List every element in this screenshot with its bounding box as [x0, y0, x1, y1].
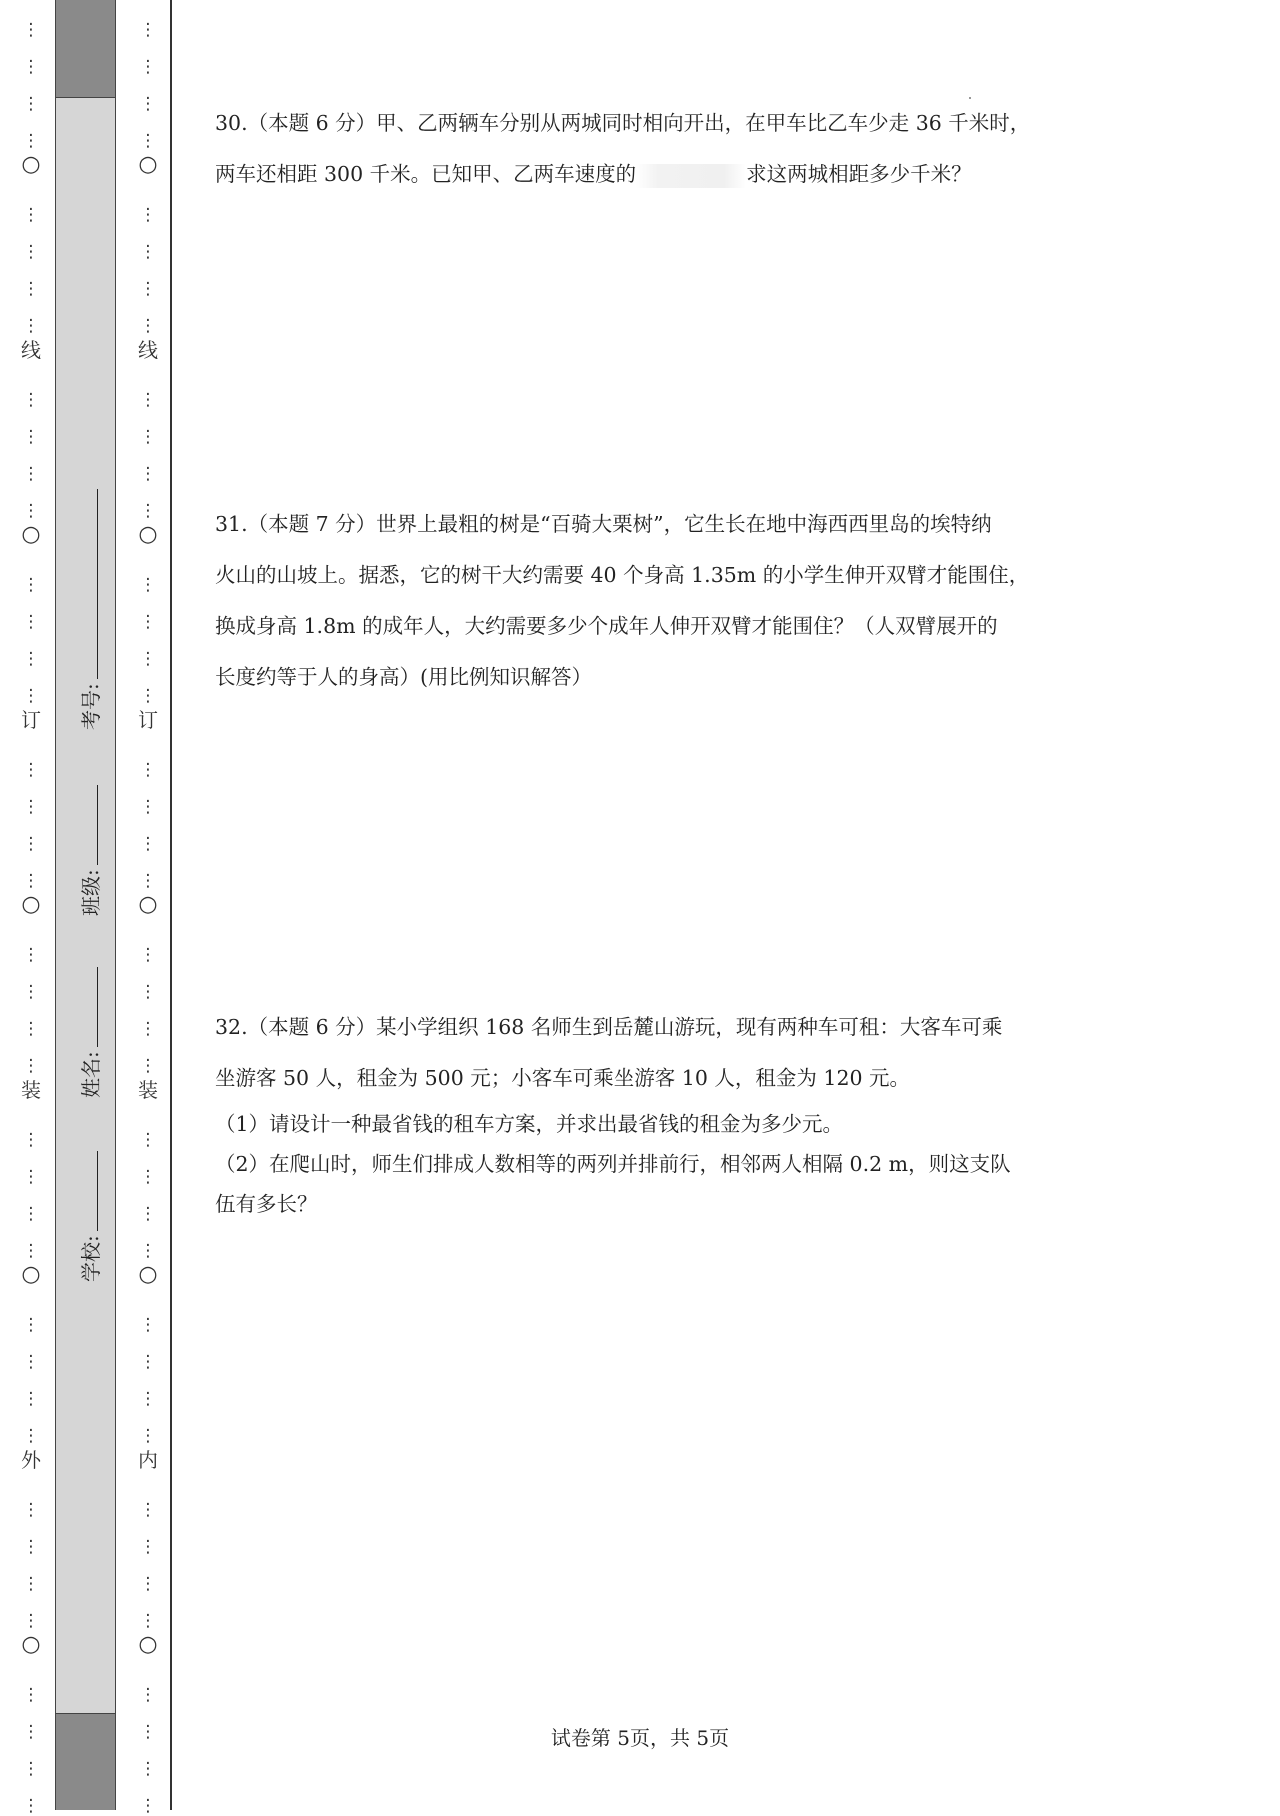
band-dark-top	[56, 0, 115, 98]
question-31-line-2: 火山的山坡上。据悉，它的树干大约需要 40 个身高 1.35m 的小学生伸开双臂才能围住，	[215, 563, 1030, 587]
inner-dot	[135, 1315, 161, 1335]
outer-dot	[18, 94, 44, 114]
outer-dot	[18, 1019, 44, 1039]
name-blank	[79, 967, 98, 1047]
question-31	[215, 499, 1075, 703]
footer-page: 试卷第 5页，	[550, 1726, 670, 1750]
outer-dot	[18, 1130, 44, 1150]
inner-dot	[135, 1241, 161, 1261]
outer-marker-char: 线	[21, 338, 41, 362]
inner-dot	[135, 131, 161, 151]
question-30-line-1: 30.（本题 6 分）甲、乙两辆车分别从两城同时相向开出，在甲车比乙车少走 36 千米时，	[215, 111, 1031, 135]
inner-dot	[135, 1426, 161, 1446]
outer-dot	[18, 686, 44, 706]
school-label: 学校:	[79, 1235, 103, 1282]
outer-circle-marker: ○	[21, 152, 41, 177]
outer-dot	[18, 1315, 44, 1335]
outer-circle-marker: ○	[21, 892, 41, 917]
inner-dot	[135, 1685, 161, 1705]
name-label: 姓名:	[79, 1051, 103, 1098]
inner-dot	[135, 1056, 161, 1076]
question-31-line-1: 31.（本题 7 分）世界上最粗的树是“百骑大栗树”，它生长在地中海西西里岛的埃特纳	[215, 512, 992, 536]
inner-dot	[135, 1796, 161, 1816]
page-footer	[0, 1722, 1280, 1751]
exam-no-field	[75, 489, 104, 730]
question-30	[215, 98, 1075, 200]
outer-marker-char: 订	[21, 708, 41, 732]
inner-dot	[135, 686, 161, 706]
inner-dot	[135, 871, 161, 891]
inner-dot	[135, 1537, 161, 1557]
inner-dot	[135, 760, 161, 780]
inner-dot	[135, 94, 161, 114]
outer-circle-marker: ○	[21, 522, 41, 547]
inner-dot	[135, 945, 161, 965]
inner-marker-char: 内	[138, 1448, 158, 1472]
inner-dot	[135, 1500, 161, 1520]
inner-marker-char: 线	[138, 338, 158, 362]
inner-dot	[135, 242, 161, 262]
question-32-line-1: 32.（本题 6 分）某小学组织 168 名师生到岳麓山游玩，现有两种车可租：大客车可乘	[215, 1015, 1003, 1039]
footer-total: 共 5页	[670, 1726, 730, 1750]
inner-dot	[135, 1389, 161, 1409]
question-30-line-2	[215, 149, 1075, 200]
inner-circle-marker: ○	[138, 1632, 158, 1657]
question-32-part-2: （2）在爬山时，师生们排成人数相等的两列并排前行，相邻两人相隔 0.2 m，则这支队	[215, 1152, 1011, 1176]
question-30-line-2-text: 两车还相距 300 千米。已知甲、乙两车速度的	[215, 162, 637, 186]
class-field	[75, 785, 104, 916]
outer-dot	[18, 612, 44, 632]
inner-dot	[135, 1167, 161, 1187]
inner-dot	[135, 1574, 161, 1594]
inner-dot	[135, 1352, 161, 1372]
outer-dot	[18, 1796, 44, 1816]
outer-dot	[18, 1204, 44, 1224]
outer-dot	[18, 1426, 44, 1446]
outer-dot	[18, 1685, 44, 1705]
outer-dot	[18, 57, 44, 77]
outer-dot	[18, 1241, 44, 1261]
inner-dot	[135, 1759, 161, 1779]
inner-circle-marker: ○	[138, 152, 158, 177]
outer-dot	[18, 1056, 44, 1076]
outer-dot	[18, 1574, 44, 1594]
margin-rule	[170, 0, 172, 1810]
inner-dot	[135, 1019, 161, 1039]
outer-dot	[18, 20, 44, 40]
scan-speck	[969, 97, 971, 99]
question-30-line-2-tail: 求这两城相距多少千米？	[746, 162, 972, 186]
inner-circle-marker: ○	[138, 1262, 158, 1287]
question-32	[215, 1002, 1075, 1224]
question-32-part-2-cont: 伍有多长？	[215, 1192, 318, 1216]
inner-marker-char: 装	[138, 1078, 158, 1102]
outer-dot	[18, 464, 44, 484]
outer-dot	[18, 316, 44, 336]
outer-dot	[18, 1352, 44, 1372]
inner-dot	[135, 57, 161, 77]
inner-dot	[135, 205, 161, 225]
name-field	[75, 967, 104, 1098]
inner-dotted-line	[135, 0, 161, 1810]
inner-dot	[135, 612, 161, 632]
class-blank	[79, 785, 98, 865]
outer-circle-marker: ○	[21, 1632, 41, 1657]
outer-dot	[18, 575, 44, 595]
outer-dotted-line	[18, 0, 44, 1810]
inner-marker-char: 订	[138, 708, 158, 732]
outer-dot	[18, 834, 44, 854]
outer-dot	[18, 501, 44, 521]
redacted-area	[636, 164, 746, 188]
outer-dot	[18, 1500, 44, 1520]
outer-dot	[18, 390, 44, 410]
inner-dot	[135, 464, 161, 484]
outer-dot	[18, 205, 44, 225]
outer-dot	[18, 760, 44, 780]
outer-dot	[18, 797, 44, 817]
outer-marker-char: 外	[21, 1448, 41, 1472]
outer-marker-char: 装	[21, 1078, 41, 1102]
inner-dot	[135, 1130, 161, 1150]
inner-dot	[135, 1611, 161, 1631]
inner-dot	[135, 1204, 161, 1224]
outer-dot	[18, 1389, 44, 1409]
question-31-line-4: 长度约等于人的身高）(用比例知识解答）	[215, 665, 592, 689]
outer-dot	[18, 871, 44, 891]
inner-dot	[135, 427, 161, 447]
inner-dot	[135, 575, 161, 595]
exam-no-label: 考号:	[79, 683, 103, 730]
outer-dot	[18, 1537, 44, 1557]
outer-dot	[18, 242, 44, 262]
inner-dot	[135, 316, 161, 336]
outer-dot	[18, 945, 44, 965]
inner-dot	[135, 982, 161, 1002]
inner-dot	[135, 649, 161, 669]
inner-dot	[135, 279, 161, 299]
outer-dot	[18, 1611, 44, 1631]
inner-dot	[135, 20, 161, 40]
outer-dot	[18, 279, 44, 299]
class-label: 班级:	[79, 869, 103, 916]
outer-dot	[18, 1167, 44, 1187]
school-blank	[79, 1151, 98, 1231]
question-31-line-3: 换成身高 1.8m 的成年人，大约需要多少个成年人伸开双臂才能围住？（人双臂展开的	[215, 614, 998, 638]
inner-circle-marker: ○	[138, 892, 158, 917]
inner-dot	[135, 834, 161, 854]
outer-dot	[18, 649, 44, 669]
inner-circle-marker: ○	[138, 522, 158, 547]
outer-dot	[18, 982, 44, 1002]
outer-dot	[18, 1759, 44, 1779]
outer-dot	[18, 131, 44, 151]
exam-no-blank	[79, 489, 98, 679]
school-field	[75, 1151, 104, 1282]
outer-dot	[18, 427, 44, 447]
question-32-line-2: 坐游客 50 人，租金为 500 元；小客车可乘坐游客 10 人，租金为 120 元。	[215, 1066, 911, 1090]
inner-dot	[135, 797, 161, 817]
question-32-part-1: （1）请设计一种最省钱的租车方案，并求出最省钱的租金为多少元。	[215, 1112, 844, 1136]
inner-dot	[135, 501, 161, 521]
inner-dot	[135, 390, 161, 410]
outer-circle-marker: ○	[21, 1262, 41, 1287]
